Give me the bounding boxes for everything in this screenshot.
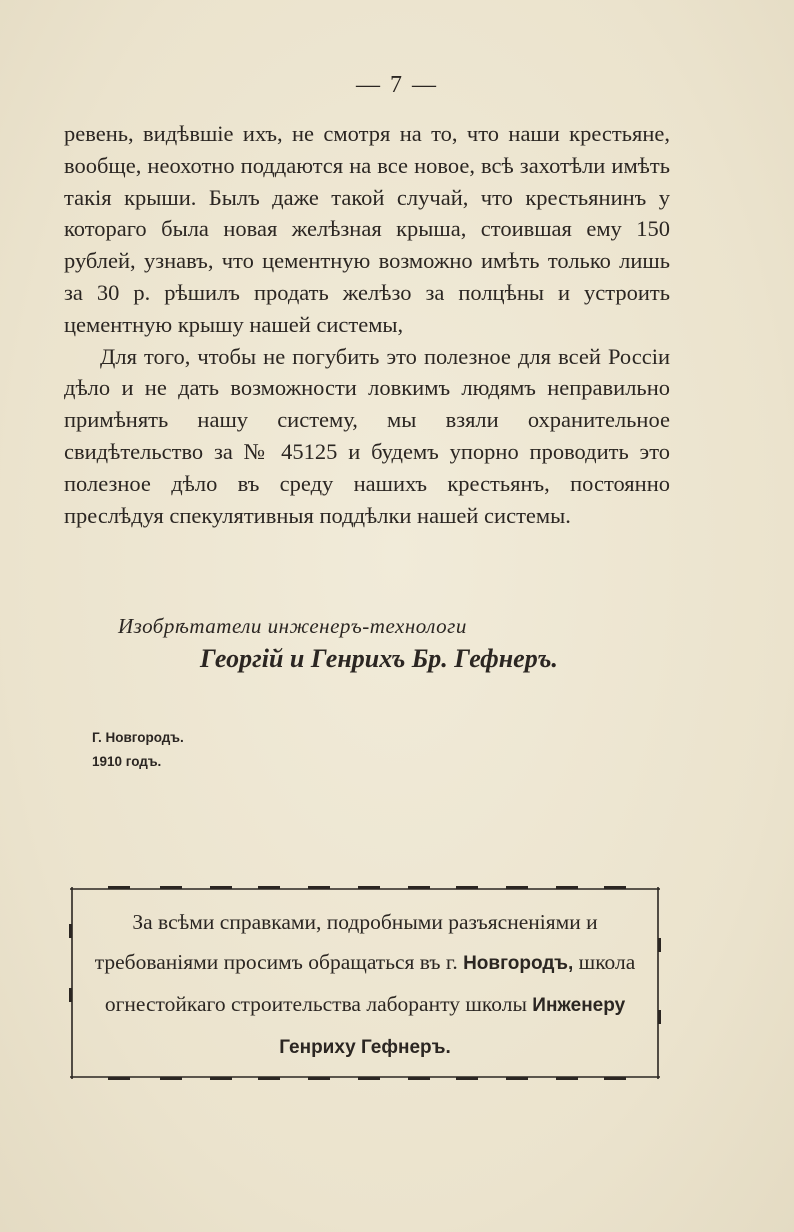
signature-title: Изобрѣтатели инженеръ-технологи [118, 614, 467, 638]
paragraph-1: ревень, видѣвшіе ихъ, не смотря на то, что наши крестьяне, вообще, неохотно поддаются на все новое, всѣ захотѣли имѣть такія крыши. Былъ даже такой случай, что крестьянинъ у котораго была новая желѣзная крыша, стоившая ему 150 рублей, узнавъ, что цементную возможно имѣть только лишь за 30 р. рѣшилъ продать желѣзо за полцѣны и устроить цементную крышу нашей системы, [64, 121, 670, 337]
page-number: — 7 — [356, 72, 438, 98]
signature-names: Георгій и Генрихъ Бр. Гефнеръ. [200, 644, 558, 673]
place-date [92, 726, 184, 774]
notice-city: Новгородъ, [463, 953, 574, 974]
body-text [64, 118, 670, 531]
notice-text [68, 902, 662, 1068]
paragraph-2: Для того, чтобы не погубить это полезное для всей Россіи дѣло и не дать возможности ловкимъ людямъ неправильно примѣнять нашу систему, мы взяли охранительное свидѣтельство за № 45125 и будемъ упорно проводить это полезное дѣло въ среду нашихъ крестьянъ, постоянно преслѣдуя спекулятивныя поддѣлки нашей системы. [64, 343, 670, 528]
year: 1910 годъ. [92, 754, 162, 769]
place: Г. Новгородъ. [92, 730, 184, 745]
notice-part2: школа огнестойкаго строительства лаборанту школы [104, 950, 636, 1016]
notice-part1: За всѣми справками, подробными разъясненіями и требованіями просимъ обращаться въ г. [94, 910, 598, 974]
notice-box [68, 884, 662, 1082]
signature-block [118, 614, 678, 673]
notice-person: Инженеру Генриху Гефнеръ. [279, 995, 626, 1058]
